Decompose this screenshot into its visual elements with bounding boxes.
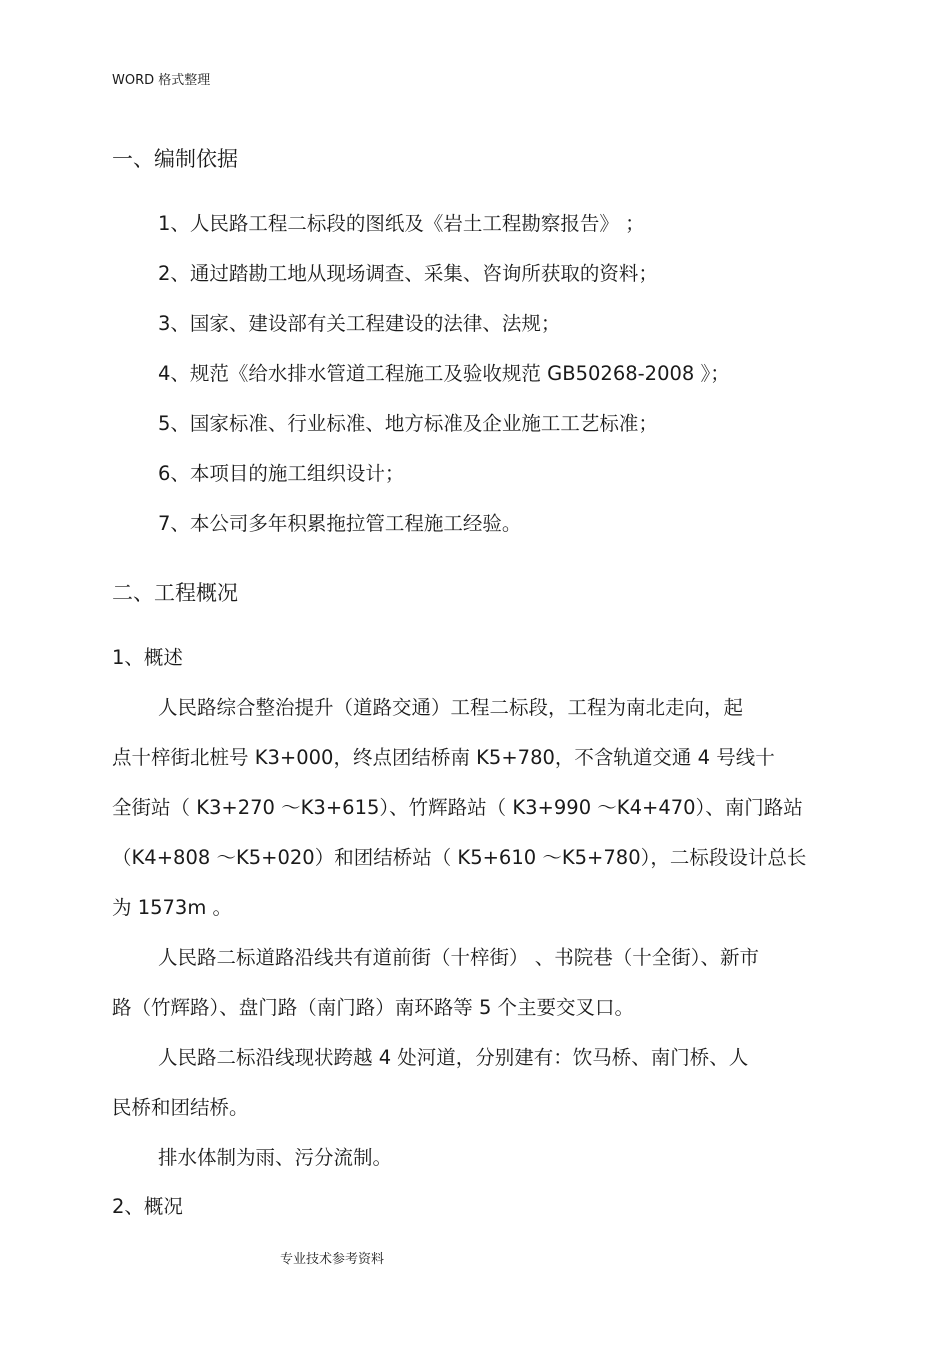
basis-item-7: 7、本公司多年积累拖拉管工程施工经验。	[158, 512, 522, 535]
paragraph-line: 人民路二标道路沿线共有道前街（十梓街） 、书院巷（十全街）、新市	[158, 946, 759, 969]
page-header: WORD 格式整理	[112, 73, 211, 88]
paragraph-line: 全街站（ K3+270 ～K3+615）、竹辉路站（ K3+990 ～K4+470）、南门路站	[112, 796, 803, 819]
basis-item-6: 6、本项目的施工组织设计；	[158, 462, 405, 485]
paragraph-line: 路（竹辉路）、盘门路（南门路）南环路等 5 个主要交叉口。	[112, 996, 635, 1019]
paragraph-line: 排水体制为雨、污分流制。	[158, 1146, 393, 1169]
subheading-details: 2、概况	[112, 1195, 183, 1218]
subheading-summary: 1、概述	[112, 646, 183, 669]
basis-item-4: 4、规范《给水排水管道工程施工及验收规范 GB50268-2008 》；	[158, 362, 730, 385]
basis-item-3: 3、国家、建设部有关工程建设的法律、法规；	[158, 312, 561, 335]
paragraph-line: 点十梓街北桩号 K3+000，终点团结桥南 K5+780，不含轨道交通 4 号线十	[112, 746, 775, 769]
basis-item-5: 5、国家标准、行业标准、地方标准及企业施工工艺标准；	[158, 412, 658, 435]
paragraph-line: 人民路二标沿线现状跨越 4 处河道，分别建有：饮马桥、南门桥、人	[158, 1046, 749, 1069]
paragraph-line: 为 1573m 。	[112, 896, 233, 919]
page-footer: 专业技术参考资料	[280, 1252, 385, 1267]
section-heading-overview: 二、工程概况	[112, 581, 238, 605]
paragraph-line: （K4+808 ～K5+020）和团结桥站（ K5+610 ～K5+780），二标段设计总长	[112, 846, 807, 869]
paragraph-line: 人民路综合整治提升（道路交通）工程二标段，工程为南北走向，起	[158, 696, 744, 719]
basis-item-1: 1、人民路工程二标段的图纸及《岩土工程勘察报告》 ；	[158, 212, 645, 235]
paragraph-line: 民桥和团结桥。	[112, 1096, 249, 1119]
basis-item-2: 2、通过踏勘工地从现场调查、采集、咨询所获取的资料；	[158, 262, 658, 285]
section-heading-basis: 一、编制依据	[112, 147, 238, 171]
